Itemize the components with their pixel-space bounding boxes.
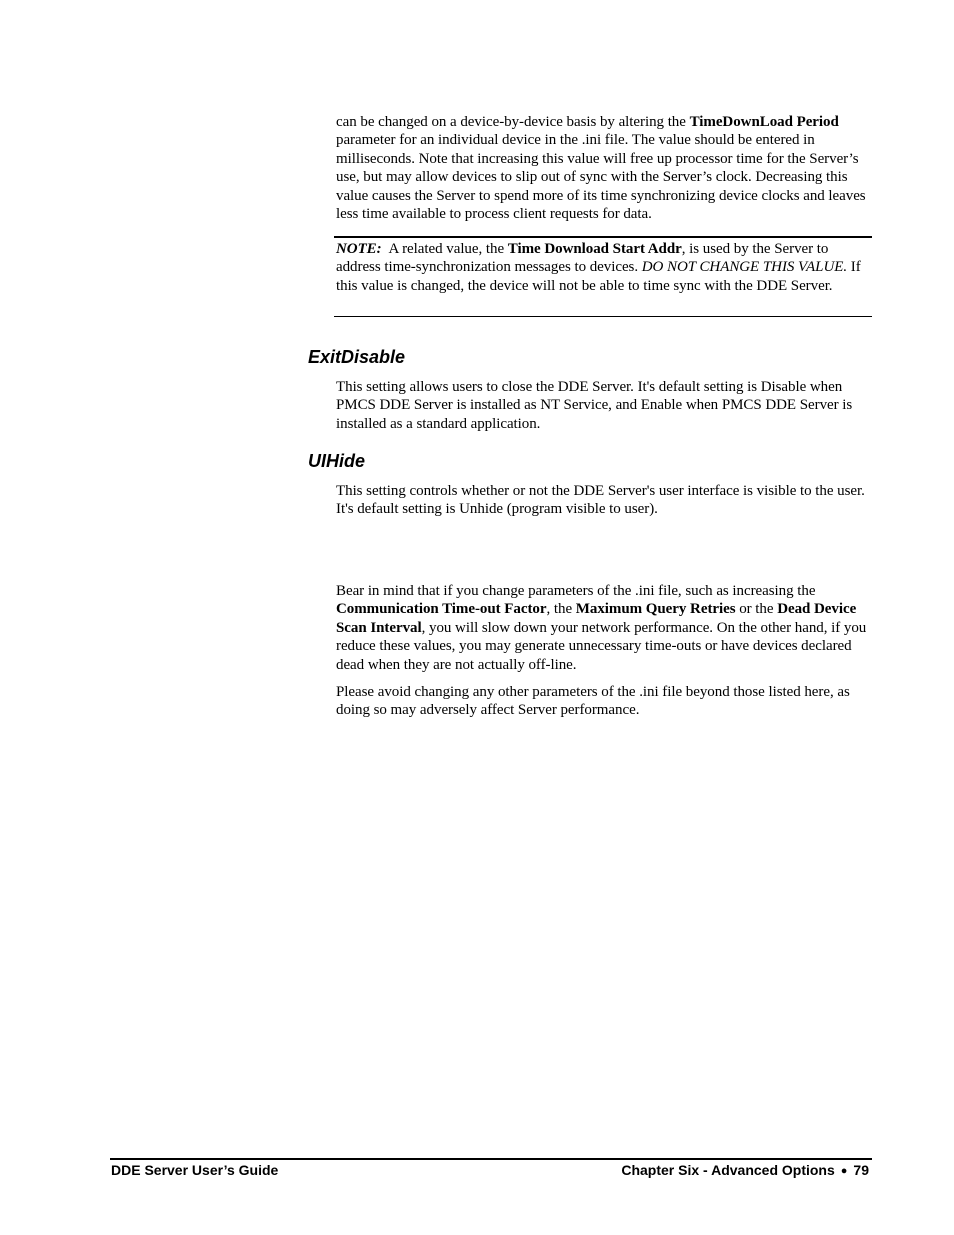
bear-text-2: , the [546,601,576,618]
note-label: NOTE: [336,241,382,257]
note-text-3: If this value is changed, the device will not be able to time sync with the DDE Server. [336,259,861,294]
exitdisable-paragraph: This setting allows users to close the DDE Server. It's default setting is Disable when PMCS DDE Server is installed as NT Service, and Enable when PMCS DDE Server is installed as a standard application. [336,379,853,432]
footer-rule [110,1158,872,1160]
footer-page-number: 79 [853,1162,869,1178]
exitdisable-heading: ExitDisable [308,347,406,367]
uihide-heading: UIHide [308,451,366,471]
bear-text-4: , you will slow down your network performance. On the other hand, if you reduce these values, you may generate unnecessary time-outs or have devices declared dead when they are not actually off-line. [336,619,867,673]
note-box [334,236,872,317]
note-italic-warning: DO NOT CHANGE THIS VALUE. [641,259,848,276]
intro-bold-timedownload-period: TimeDownLoad Period [689,114,839,130]
bullet-icon: ● [840,1165,848,1177]
bear-text-3: or the [735,601,778,618]
note-paragraph [336,240,868,295]
uihide-paragraph: This setting controls whether or not the DDE Server's user interface is visible to the user. It's default setting is Unhide (program visible to user). [336,483,865,518]
footer-chapter [621,1162,869,1180]
bear-in-mind-paragraph [336,582,871,674]
note-bold-time-download-start-addr: Time Download Start Addr [507,241,682,257]
bear-bold-dead-device-scan: Dead Device Scan Interval [336,601,857,636]
intro-text-2: parameter for an individual device in the .ini file. The value should be entered in milliseconds. Note that increasing this value will free up processor time for the Server’s use, but may allow devices to slip out of sync with the Server’s clock. Decreasing this value causes the Server to spend more of its time synchronizing device clocks and leaves less time available to process client requests for data. [336,132,866,223]
footer-chapter-title: Chapter Six - Advanced Options [621,1162,835,1178]
bear-text-1: Bear in mind that if you change parameters of the .ini file, such as increasing the [336,583,816,599]
intro-paragraph [336,113,871,223]
note-text-1: A related value, the [385,241,508,257]
note-text-2: , is used by the Server to address time-synchronization messages to devices. [336,241,829,276]
bear-bold-maximum-query-retries: Maximum Query Retries [575,601,736,618]
intro-text-1: can be changed on a device-by-device basis by altering the [336,114,690,130]
bear-bold-communication-timeout: Communication Time-out Factor [336,601,547,618]
avoid-paragraph: Please avoid changing any other parameters of the .ini file beyond those listed here, as doing so may adversely affect Server performance. [336,684,850,719]
footer-guide-title: DDE Server User’s Guide [111,1162,279,1178]
